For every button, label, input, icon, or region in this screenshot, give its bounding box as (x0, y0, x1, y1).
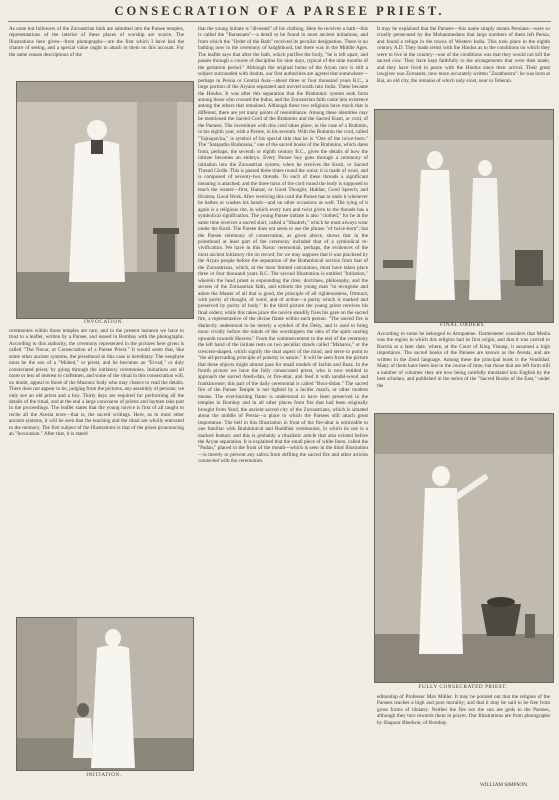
final-orders-illustration (375, 110, 553, 322)
paragraph: According to some he belonged to Atropatene. Darmesteter considers that Media was the region in which this religion had its first origin, and that it was carried to Bactria at a later date, where, at the Court of King Vistasp, it assumed a high importance. The sacred books of the Parsees are known as the Avesta, and are written in the Zend language. Among these the principal book is the Vendidad. Many of them have been lost in the course of time, but those that are left form still a number of volumes: they are now being carefully translated into English by the best scholars, and published in the series of the "Sacred Books of the East," under the (377, 331, 550, 389)
column-1-top-text (9, 26, 184, 80)
invocation-photo (16, 81, 194, 319)
title-rule (8, 21, 551, 22)
column-3-bottom-text (377, 694, 550, 780)
invocation-illustration (17, 82, 193, 318)
paragraph: It may be explained that the Parsees—this name simply means Persians—were so cruelly persecuted by the Mohammedans that large numbers of them left Persia, and found a refuge in the towns of Western India. This took place in the eighth century A.D. They made terms with the Hindus as to the conditions on which they were to live in the country—one of the conditions was that they would not kill the sacred cow. They have kept faithfully to the arrangements that were then made, and they have lived in peace with the Hindus since their arrival. Their great lawgiver was Zoroaster, now more accurately written "Zarathustra": he was born at Rai, an old city, the remains of which only exist, near to Teheran. (377, 26, 550, 84)
initiation-photo (16, 617, 194, 771)
final-orders-caption: FINAL ORDERS. (440, 322, 486, 328)
final-orders-photo (374, 109, 554, 323)
column-3-top-text (377, 26, 550, 106)
paragraph: that the young initiate is "divested" of his clothing. Here he receives a bath—this is called the "Barsenam"—a detail to be found in most ancient initiations, and from which the "Order of the Bath" received its peculiar designation. There is no bathing now in the ceremony of knighthood, but there was in the Middle Ages. The leaflet says that after the bath, which purifies the body, "he is left apart, and passes through a course of discipline for nine days, typical of the nine months of the gestation period." Although the original home of the Aryan race is still a subject surrounded with doubts, our first authorities are agreed that somewhere—perhaps in Persia or Central Asia—about three or four thousand years B.C., a large portion of the Aryans separated and moved south into India. These became the Hindus. It was after this separation that the Brahminic system took form among those who crossed the Indus, and the Zoroastrian faith came into existence among the others that remained. Although these two religions have much that is different, there are yet many points of resemblance. Among these identities may be mentioned the Sacred Cord of the Brahmins and the Sacred Kusti, or cord, of the Parsees. The investiture with this cord takes place, in the case of a Brahmin, in his eighth year, with a Parsee, in his seventh. With the Brahmin the cord, called "Yajnopavita," is symbol of his special title that he is "One of the twice-born." The "Satapatha Brahmana," one of the sacred books of the Brahmins, which dates from, perhaps, the seventh or eighth century B.C., gives the details of how the initiate becomes an embryo. Every Parsee boy goes through a ceremony of initiation into the Zoroastrian system, when he receives the Kusti, or Sacred Thread Girdle. This is passed three times round the waist; it is made of wool, and is composed of seventy-two threads. To each of these threads a significant meaning is attached; and the three turns of the cord round the body is supposed to teach the wearer—first, Humat, or Good Thought; Hukhat, Good Speech; and Hvarsta, Good Work. After receiving this cord the Parsee has to undo it whenever he bathes or washes his hands—and on other occasions as well. The tying of it again is a religious rite, in which every turn and twist given to the threads has a symbolical signification. The young Parsee initiate is also "clothed," for he at the same time receives a sacred shirt, called a "Skudreh," which he must always wear under the Kusti. The Parsee does not seem to use the phrase "of twice-born"; but the Parsee ceremony of consecration, as given above, shows that in the priesthood at least part of the ceremony included that of a symbolical re-vivification. We have in this Navar ceremonial, perhaps, the evidences of the most ancient initiatory rite on record; for we may suppose that it was practised by the Aryan people before the separation of the Brahminical section from that of the Zoroastrians, which, at the most limited calculation, must have taken place three or four thousand years B.C. The second Illustration is entitled "Initiation," wherein the head priest is expounding the rites, doctrines, philosophy, and the secrets of the Zoroastrian faith, and exhorts the young man "to recognise and adore the Master of all that is good, the principle of all righteousness, Ormuzd, with purity of thought, of word, and of action—a purity which is marked and preserved by purity of body." In the third picture the young priest receives his final orders; while this takes place the novice steadily fixes his gaze on the sacred fire, a representative of the divine flame within each person. "The sacred fire is distinctly understood to be merely a symbol of the Deity, and is used to bring more vividly before the minds of the worshippers the idea of the spirit soaring upwards towards Heaven." From the commencement to the end of the ceremony the left hand of the initiate rests on two peculiar stands called "Maharos," or the crescent-shaped, which signify the dual aspect of the mind, and serve to point to "the all-pervading principle of polarity in nature." It will be seen from the picture that these objects might almost pass for small models of Jachin and Boaz. In the fourth picture we have the fully consecrated priest, who is now entitled to approach the sacred Atesh-dan, or fire-altar, and feed it with sandal-wood and frankincense; this part of the daily ceremonial is called "Booi-didan." The sacred fire of the Parsee Temple is not lighted by a lucifer match, or other modern means. The ever-burning flame is understood to have been preserved in the temples in Bombay and in all other places from fire that had been originally brought from Yezd, the ancient sacred city of the Zoroastrians, which is situated about the middle of Persia—a place to which the Parsees still attach great importance. The bell in this Illustration in front of the fire-altar is noticeable to one familiar with Brahminical and Buddhist ceremonies, in which its use is a marked feature; and this is probably a ritualistic article that also existed before the Aryan separation. It is explained that the small piece of white linen, called the "Padan," placed in the front of the mouth—which is seen in the third Illustration—is merely to prevent any saliva from defiling the sacred fire and other articles connected with the ceremonies. (198, 26, 368, 465)
page-title: CONSECRATION OF A PARSEE PRIEST. (114, 4, 445, 18)
author-signature: WILLIAM SIMPSON. (480, 782, 529, 788)
column-2-text (198, 26, 368, 794)
paragraph: ceremonies within those temples are rare, and in the present instance we have to trust to a leaflet, written by a Parsee, and issued in Bombay with the photographs. According to this authority, the ceremony represented in the pictures here given is called "The Navar, or Consecration of a Parsee Priest." It would seem that, like some other ancient systems, the priesthood in this case is hereditary. The neophyte must be the son of a "Mobed," or priest, and he becomes an "Ervad," or duly consecrated priest, by going through the initiatory ceremonies. Initiations are all more or less of interest to craftsmen, and some of the ritual in this consecration will, no doubt, appeal to those of the Masonic body who may chance to read the details. There does not appear to be, judging from the pictures, any assembly of persons; we only see an old priest and a boy. Thirty days are required for performing all the details of the ritual, and at the end a large concourse of priests and laymen take part in the proceedings. The leaflet states that the young novice is first of all taught to recite all the Avesta texts—that is, the sacred writings. Here, as in most other ancient systems, it will be seen that the teaching and the ritual are wholly entrusted to the memory. The first subject of the Illustrations is that of the priest pronouncing an "Invocation." After that, it is stated (9, 328, 184, 438)
initiation-illustration (17, 618, 193, 770)
column-3-middle-text (377, 331, 550, 411)
initiation-caption: INITIATION. (86, 772, 122, 778)
consecrated-priest-caption: FULLY CONSECRATED PRIEST. (418, 684, 508, 690)
paragraph: As none but followers of the Zoroastrian faith are admitted into the Parsee temples, representations of the interior of these places of worship are scarce. The Illustrations here given—from photographs—are the first which I have had the chance of seeing, and a special value ought to attach to them on this account. For the same reason descriptions of the (9, 26, 184, 58)
paragraph: editorship of Professor Max Müller. It may be pointed out that the religion of the Parsees teaches a high and pure morality; and that it may be said to be free from gross forms of idolatry. Neither the fire nor the sun are gods to the Parsees, although they turn towards them in prayer. Our Illustrations are from photographs by Shapoor Bhedwar, of Bombay. (377, 694, 550, 726)
column-1-bottom-text (9, 328, 184, 615)
consecrated-priest-illustration (375, 414, 553, 682)
invocation-caption: INVOCATION. (84, 319, 124, 325)
consecrated-priest-photo (374, 413, 554, 683)
